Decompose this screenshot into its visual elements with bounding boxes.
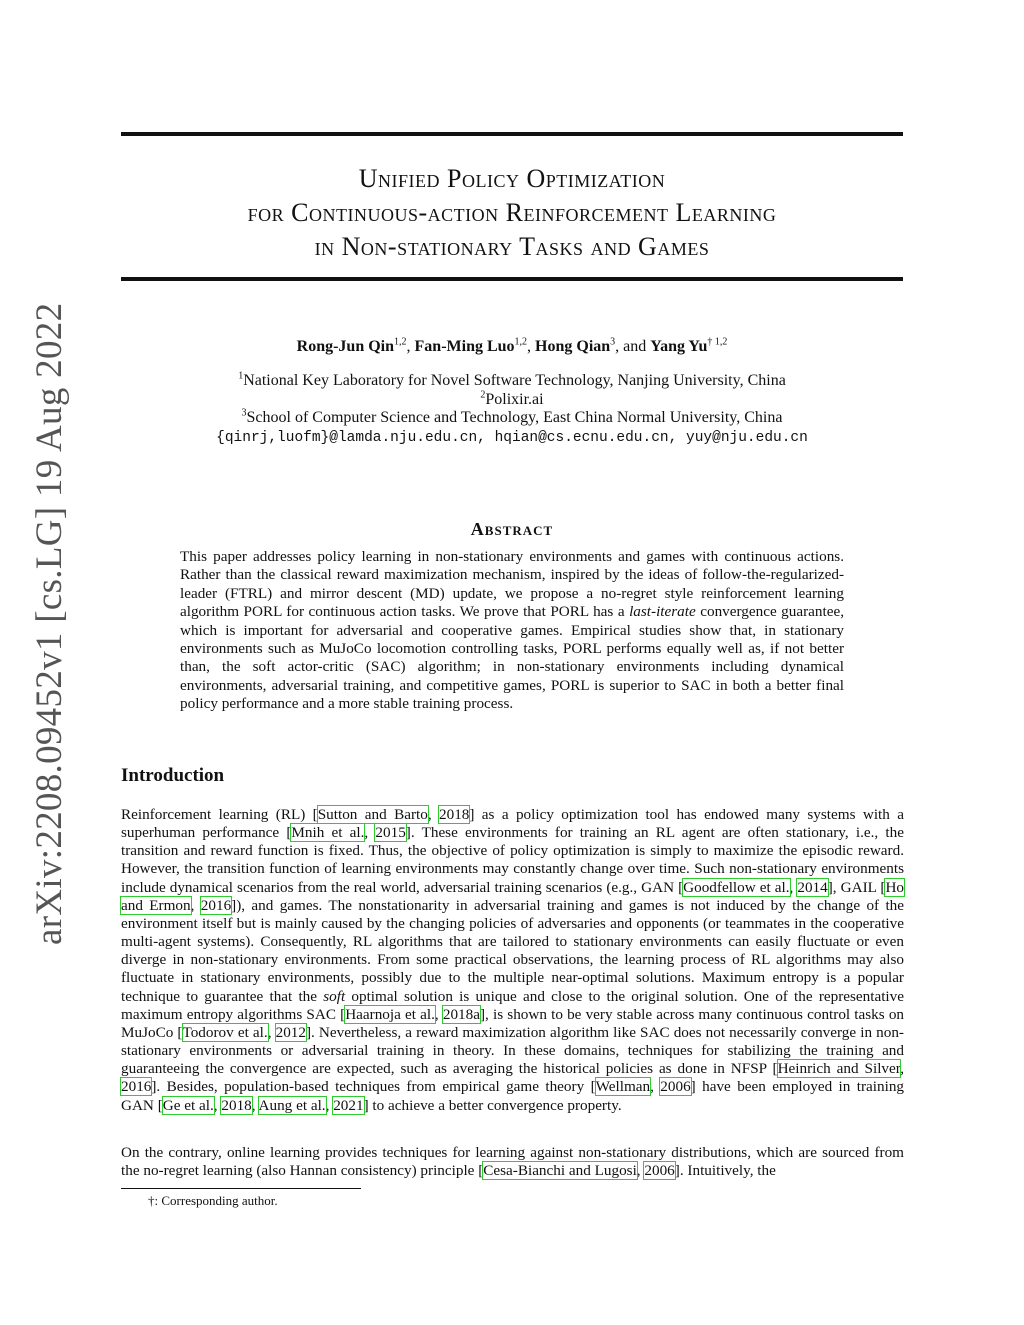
affiliation-2 — [121, 391, 903, 409]
paper-title-line-1: Unified Policy Optimization — [358, 164, 666, 193]
citation-link[interactable]: Heinrich and Silver — [777, 1060, 901, 1078]
intro-paragraph-2 — [121, 1144, 904, 1180]
affiliation-text: Polixir.ai — [485, 391, 544, 408]
citation-link[interactable]: 2016 — [121, 1078, 152, 1096]
abstract-text: convergence guarantee, which is important for adversarial and cooperative games. Empirical studies show that, in stationary environments such as MuJoCo locomotion controlling tasks, PORL performs equally well as, if not better than, the soft actor-critic (SAC) algorithm; in non-stationary environments including dynamical environments, adversarial training, and competitive games, PORL is superior to SAC in both a better final policy performance and a more stable training process. — [180, 603, 844, 713]
paper-title-line-3: in Non-stationary Tasks and Games — [314, 232, 710, 261]
citation-link[interactable]: 2016 — [200, 896, 232, 914]
text-run: ]. Intuitively, the — [674, 1162, 776, 1180]
citation-link[interactable]: Cesa-Bianchi and Lugosi — [483, 1162, 637, 1180]
citation-link[interactable]: Todorov et al. — [182, 1023, 268, 1041]
text-run: On the contrary, online learning provides techniques for learning against non-stationary distributions, which are sourced from the no-regret learning (also Hannan consistency) principle [ — [121, 1144, 904, 1180]
citation-link[interactable]: 2015 — [375, 824, 406, 842]
text-run: Reinforcement learning (RL) [ — [121, 806, 318, 823]
citation-link[interactable]: 2018a — [442, 1005, 480, 1023]
arxiv-identifier: arXiv:2208.09452v1 [cs.LG] 19 Aug 2022 — [29, 302, 70, 945]
footnote-rule — [121, 1188, 361, 1189]
text-run: ]. Nevertheless, a reward maximization algorithm like SAC does not necessarily converge in non-stationary environments or adversarial training in theory. In these domains, techniques for stabilizing the training and guaranteeing the convergence are expected, such as averaging the historical policies as done in NFSP [ — [121, 1023, 904, 1078]
citation-link[interactable]: 2018 — [221, 1096, 252, 1114]
citation-link[interactable]: 2012 — [275, 1023, 306, 1041]
citation-link[interactable]: Ho and Ermon — [121, 878, 905, 914]
citation-link[interactable]: Aung et al. — [258, 1096, 326, 1114]
abstract-text: This paper addresses policy learning in non-stationary environments and games with continuous actions. Rather than the classical reward maximization mechanism, inspired by the ideas of follow-the-regularized-leader (FTRL) and mirror descent (MD) update, we propose a no-regret style reinforcement learning algorithm PORL for continuous action tasks. We prove that PORL has a — [180, 548, 844, 621]
author-affil: † 1,2 — [707, 336, 728, 348]
title-top-rule — [121, 132, 903, 136]
affiliation-text: National Key Laboratory for Novel Software Technology, Nanjing University, China — [243, 372, 786, 389]
text-run: , — [364, 824, 376, 842]
text-run: , — [789, 878, 798, 896]
citation-link[interactable]: Goodfellow et al. — [683, 878, 790, 896]
text-run: , — [325, 1096, 334, 1114]
abstract-body — [180, 548, 844, 714]
author-name: Fan-Ming Luo — [414, 338, 515, 355]
citation-link[interactable]: Haarnoja et al. — [345, 1005, 435, 1023]
text-run: , — [900, 1060, 905, 1078]
citation-link[interactable]: Sutton and Barto — [317, 806, 428, 823]
text-run: ]), and games. The nonstationarity in adversarial training and games is not induced by the change of the environment itself but is mainly caused by the changing policies of adversaries and opponents (or teammates in the cooperative multi-agent systems). Consequently, RL algorithms that are tailored to stationary environments can easily fluctuate or even diverge in non-stationary environments. From some practical observations, the learning process of RL algorithms may also fluctuate in stationary environments, possibly due to the multiple near-optimal solutions. Maximum entropy is a popular technique to guarantee that the — [121, 896, 904, 1005]
citation-link[interactable]: Wellman — [595, 1078, 651, 1096]
text-run: , — [636, 1162, 645, 1180]
text-run: , — [427, 806, 439, 823]
text-run: , — [251, 1096, 259, 1114]
abstract-emphasis: last-iterate — [629, 603, 696, 621]
affiliation-3 — [121, 409, 903, 427]
author-affil: 1,2 — [514, 336, 528, 348]
citation-link[interactable]: 2014 — [797, 878, 828, 896]
footnote: †: Corresponding author. — [148, 1193, 278, 1208]
citation-link[interactable]: 2021 — [333, 1096, 364, 1114]
title-bottom-rule — [121, 277, 903, 281]
affiliation-number: 1 — [238, 370, 244, 382]
citation-link[interactable]: 2006 — [644, 1162, 675, 1180]
affiliation-number: 2 — [480, 389, 486, 401]
text-emphasis: soft — [323, 987, 346, 1005]
citation-link[interactable]: 2018 — [439, 806, 470, 823]
text-run: ]. Besides, population-based techniques from empirical game theory [ — [151, 1078, 596, 1096]
text-run: , — [190, 896, 201, 914]
text-run: ] as a policy optimization tool has endowed many systems with a superhuman performance [ — [121, 806, 904, 842]
text-run: , — [650, 1078, 661, 1096]
text-run: , — [213, 1096, 222, 1114]
author-name: Yang Yu — [650, 338, 708, 355]
text-run: ], GAIL [ — [827, 878, 886, 896]
affiliation-number: 3 — [241, 407, 247, 419]
text-run: ] have been employed in training GAN [ — [121, 1078, 905, 1114]
text-run: ] to achieve a better convergence property. — [363, 1096, 622, 1114]
text-run: ]. These environments for training an RL agent are often stationary, i.e., the transition and reward function is fixed. Thus, the objective of policy optimization is simply to maximize the episodic reward. However, the transition function of learning environments may constantly change over time. Such non-stationary environments include dynamical scenarios from the real world, adversarial training scenarios (e.g., GAN [ — [121, 824, 904, 896]
author-conjunction: and — [623, 338, 647, 355]
author-name: Hong Qian — [535, 338, 611, 355]
author-affil: 1,2 — [394, 336, 407, 348]
section-heading-introduction: Introduction — [121, 765, 225, 786]
text-run: , — [434, 1005, 443, 1023]
citation-link[interactable]: Ge et al. — [162, 1096, 214, 1114]
author-list: Rong-Jun Qin$^{1,2}$, Fan-Ming Luo$^{1,2}$, Hong Qian$^3$, and Yang Yu$^{\dagger 1,2}$ — [296, 336, 728, 355]
affiliation-1 — [121, 372, 903, 390]
text-run: ], is shown to be very stable across many continuous control tasks on MuJoCo [ — [121, 1005, 905, 1041]
text-run: optimal solution is unique and close to the original solution. One of the representative maximum entropy algorithms SAC [ — [121, 987, 904, 1023]
author-affil: 3 — [610, 336, 616, 348]
paper-title-line-2: for Continuous-action Reinforcement Learning — [247, 198, 777, 227]
author-emails: {qinrj,luofm}@lamda.nju.edu.cn, hqian@cs.ecnu.edu.cn, yuy@nju.edu.cn — [216, 430, 808, 446]
author-name: Rong-Jun Qin — [296, 338, 395, 355]
citation-link[interactable]: Mnih et al. — [291, 824, 365, 842]
intro-paragraph-1 — [121, 806, 904, 1115]
text-run: , — [267, 1023, 276, 1041]
abstract-heading: Abstract — [470, 519, 554, 539]
citation-link[interactable]: 2006 — [660, 1078, 691, 1096]
affiliation-text: School of Computer Science and Technology, East China Normal University, China — [246, 409, 783, 426]
